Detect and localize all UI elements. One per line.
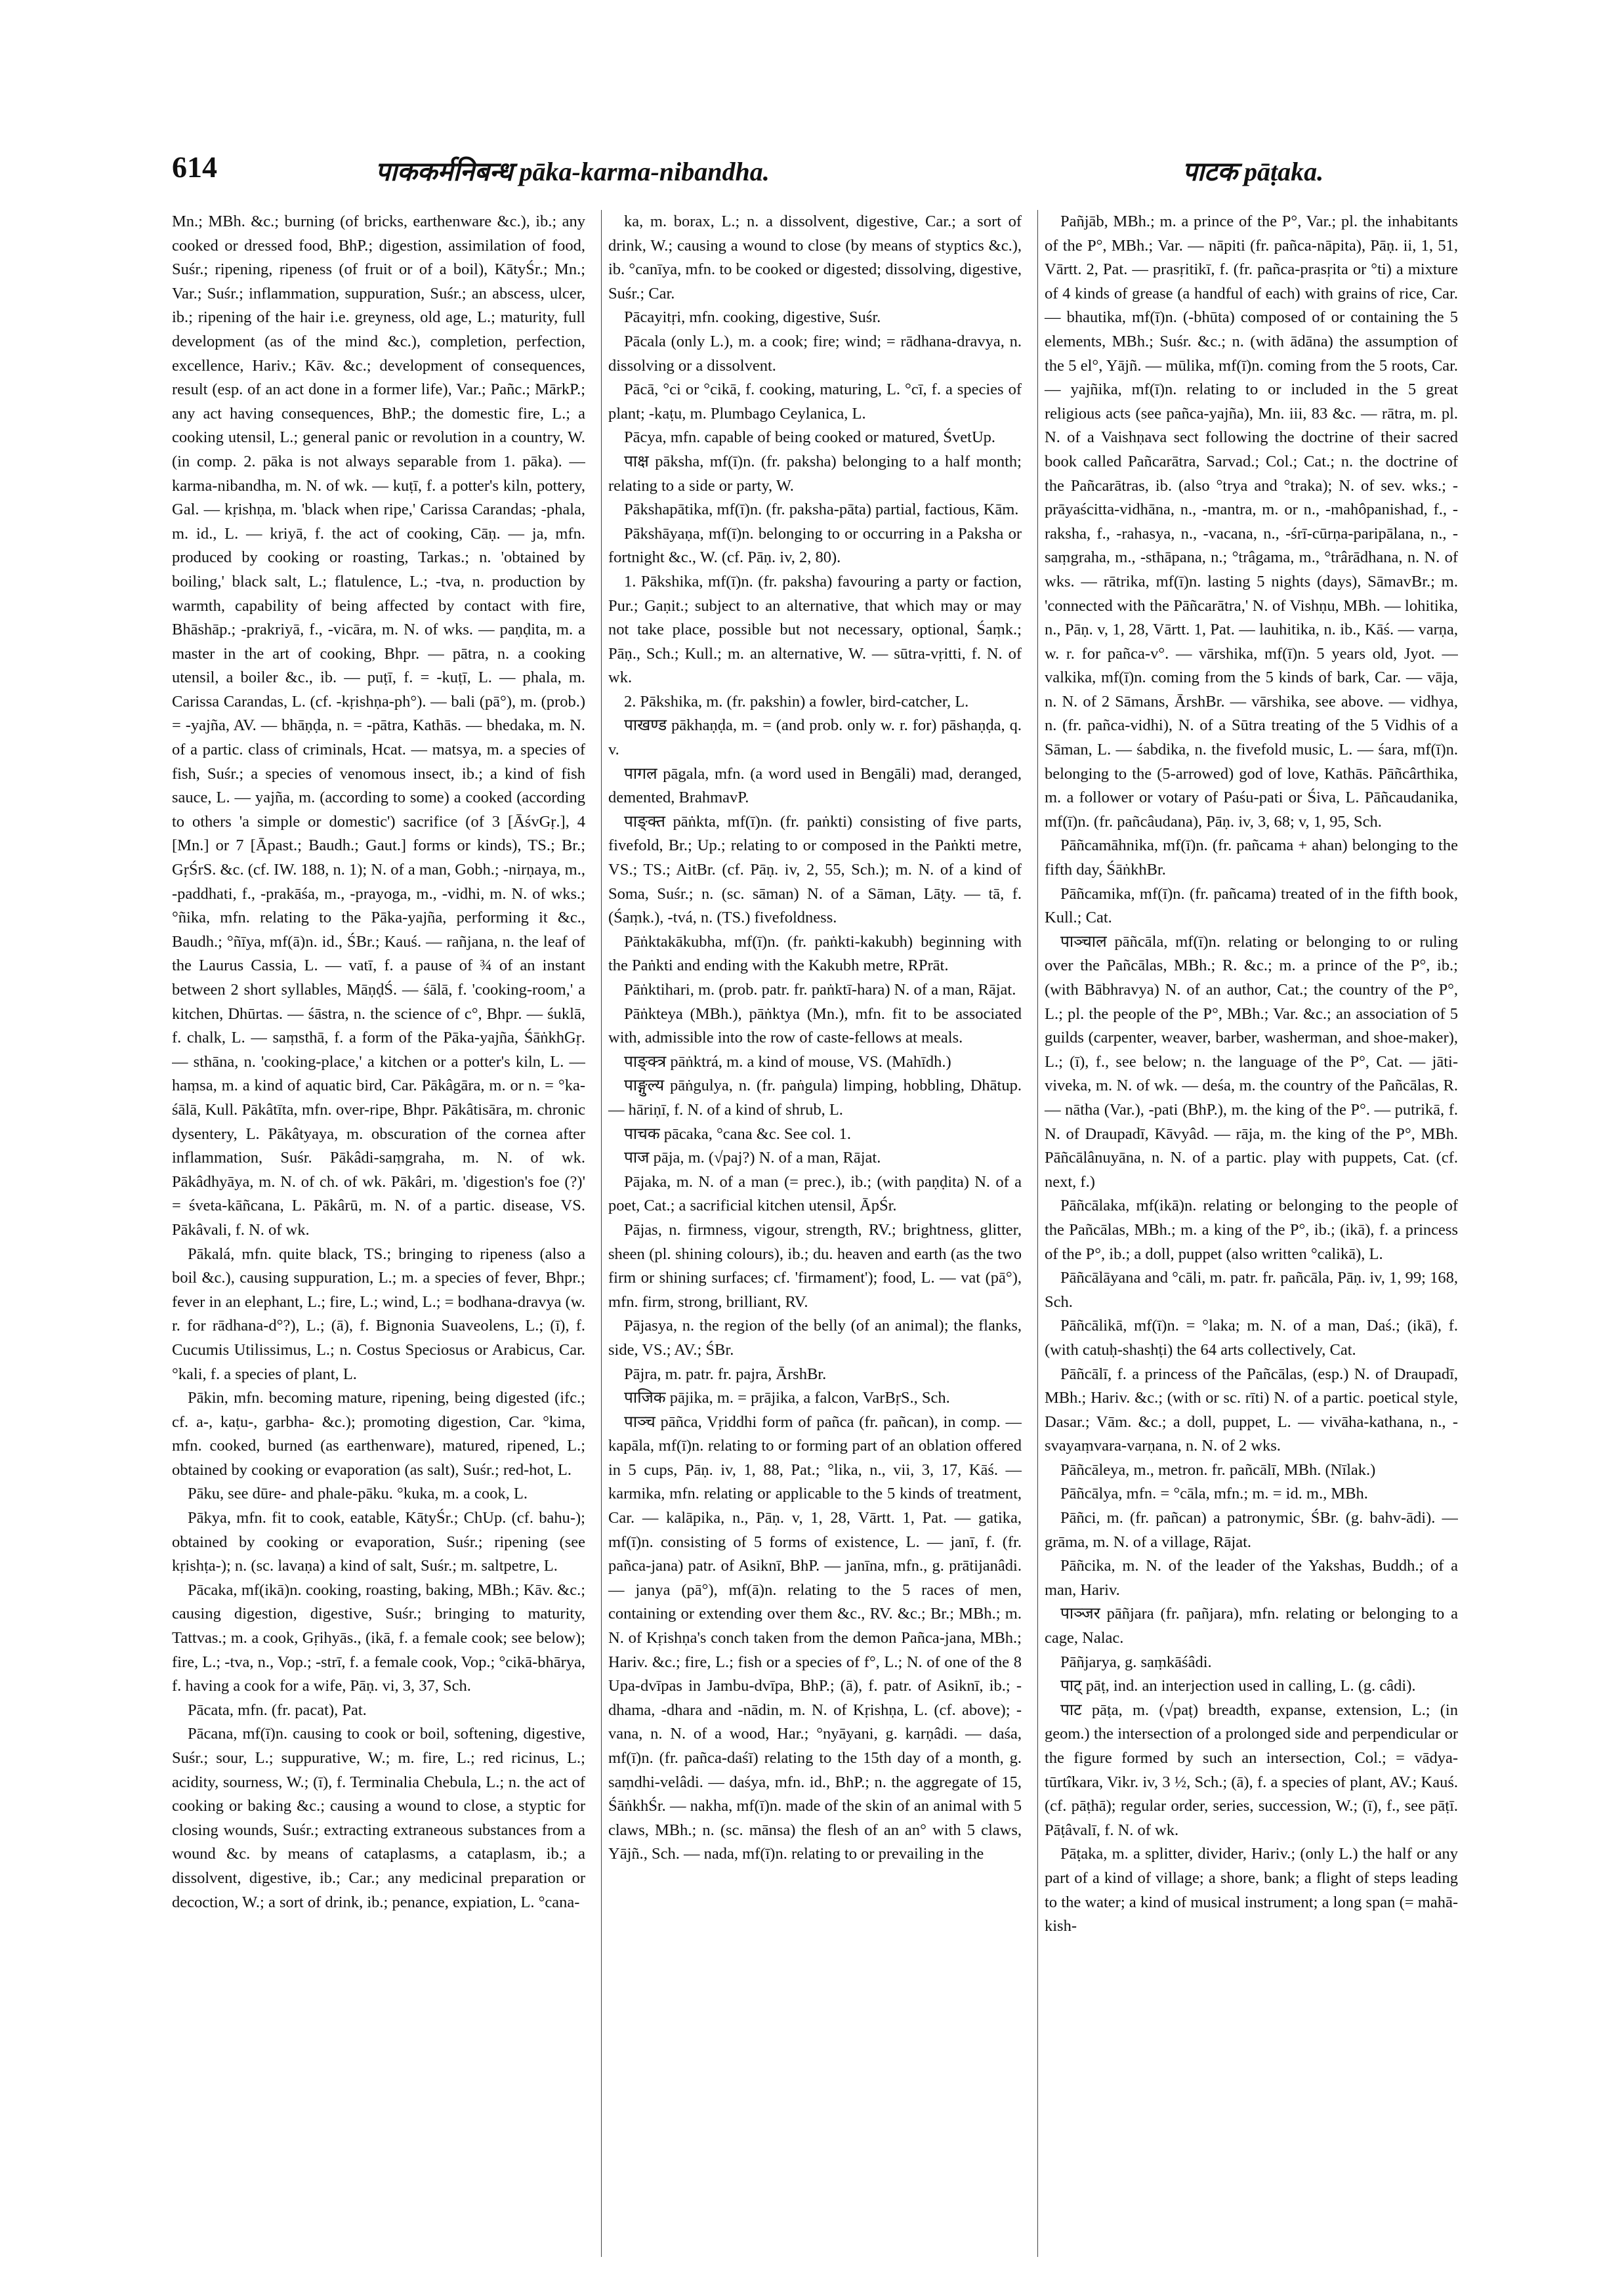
entry: पाङ्गुल्य pāṅgulya, n. (fr. paṅgula) limping, hobbling, Dhātup. — hāriṇī, f. N. of a kind of shrub, L. <box>608 1077 1022 1119</box>
column-1 <box>172 210 585 2257</box>
entry: Pācā, °ci or °cikā, f. cooking, maturing, L. °cī, f. a species of plant; -kaṭu, m. Plumbago Ceylanica, L. <box>608 381 1022 423</box>
entry: Pācayitṛi, mfn. cooking, digestive, Suśr. <box>624 308 881 327</box>
entry: Mn.; MBh. &c.; burning (of bricks, earthenware &c.), ib.; any cooked or dressed food, BhP.; digestion, assimilation of food, Suśr.; ripening, ripeness (of fruit or of a boil), KātyŚr.; Mn.; Var.; Suśr.; inflammation, suppuration, Suśr.; an abscess, ulcer, ib.; ripening of the hair i.e. greyness, old age, L.; maturity, full development (as of the mind &c.), completion, perfection, excellence, Hariv.; Kāv. &c.; development of consequences, result (esp. of an act done in a former life), Var.; Pañc.; MārkP.; any act having consequences, BhP.; the domestic fire, L.; a cooking utensil, L.; general panic or revolution in a country, W. (in comp. 2. pāka is not always separable from 1. pāka). — karma-nibandha, m. N. of wk. — kuṭī, f. a potter's kiln, pottery, Gal. — kṛishṇa, m. 'black when ripe,' Carissa Carandas; -phala, m. id., L. — kriyā, f. the act of cooking, Cāṇ. — ja, mfn. produced by cooking or roasting, Tarkas.; n. 'obtained by boiling,' black salt, L.; flatulence, L.; -tva, n. production by warmth, capability of being affected by contact with fire, Bhāshāp.; -prakriyā, f., -vicāra, m. N. of wks. — paṇḍita, m. a master in the art of cooking, Bhpr. — pātra, n. a cooking utensil, a boiler &c., ib. — puṭī, f. = -kuṭī, L. — phala, m. Carissa Carandas, L. (cf. -kṛishṇa-ph°). — bali (pā°), m. (prob.) = -yajña, AV. — bhāṇḍa, n. = -pātra, Kathās. — bhedaka, m. N. of a partic. class of criminals, Hcat. — matsya, m. a species of fish, Suśr.; a species of venomous insect, ib.; a kind of fish sauce, L. — yajña, m. (according to some) a cooked (according to others 'a simple or domestic') sacrifice (of 3 [ĀśvGṛ.], 4 [Mn.] or 7 [Āpast.; Baudh.; Gaut.] forms or kinds), TS.; Br.; GṛŚrS. &c. (cf. IW. 188, n. 1); N. of a man, Gobh.; -nirṇaya, m., -paddhati, f., -prakāśa, m., -prayoga, m., -vidhi, m. N. of wks.; °ñika, mfn. relating to the Pāka-yajña, performing it &c., Baudh.; °ñīya, mf(ā)n. id., ŚBr.; Kauś. — rañjana, n. the leaf of the Laurus Cassia, L. — vatī, f. a pause of ¾ of an instant between 2 short syllables, MāṇḍŚ. — śālā, f. 'cooking-room,' a kitchen, Dhūrtas. — śāstra, n. the science of c°, Bhpr. — śuklā, f. chalk, L. — saṃsthā, f. a form of the Pāka-yajña, ŚāṅkhGṛ. — sthāna, n. 'cooking-place,' a kitchen or a potter's kiln, L. — haṃsa, m. a kind of aquatic bird, Car. Pākâgāra, m. or n. = °ka-śālā, Kull. Pākâtīta, mfn. over-ripe, Bhpr. Pākâtisāra, m. chronic dysentery, L. Pākâtyaya, m. obscuration of the cornea after inflammation, Suśr. Pākâdi-saṃgraha, m. N. of wk. Pākâdhyāya, m. N. of ch. of wk. Pākâri, m. 'digestion's foe (?)' = śveta-kāñcana, L. Pākârū, m. N. of a partic. disease, VS. Pākâvali, f. N. of wk. <box>172 213 585 1239</box>
entry: पागल pāgala, mfn. (a word used in Bengāli) mad, deranged, demented, BrahmavP. <box>608 764 1022 807</box>
entry: Pāñcālya, mfn. = °cāla, mfn.; m. = id. m., MBh. <box>1060 1485 1368 1503</box>
entry: 1. Pākshika, mf(ī)n. (fr. paksha) favouring a party or faction, Pur.; Gaṇit.; subject to an alternative, that which may or may not take place, possible but not necessary, optional, Śaṃk.; Pāṇ., Sch.; Kull.; m. an alternative, W. — sūtra-vṛitti, f. N. of wk. <box>608 572 1022 687</box>
entry: पाट pāṭa, m. (√paṭ) breadth, expanse, extension, L.; (in geom.) the intersection of a prolonged side and perpendicular or the figure formed by such an intersection, Col.; = vādya-tūrtîkara, Vikr. iv, 3 ½, Sch.; (ā), f. a species of plant, AV.; Kauś. (cf. pāṭhā); regular order, series, succession, W.; (ī), f., see pāṭī. Pāṭâvalī, f. N. of wk. <box>1045 1701 1458 1839</box>
entry: Pāñcāleya, m., metron. fr. pañcālī, MBh. (Nīlak.) <box>1060 1460 1376 1479</box>
entry: पाञ्चाल pāñcāla, mf(ī)n. relating or belonging to or ruling over the Pañcālas, MBh.; R. &c.; m. a prince of the P°, ib.; (with Bābhravya) N. of an author, Cat.; the country of the P°, L.; pl. the people of the P°, MBh.; Var. &c.; an association of 5 guilds (carpenter, weaver, barber, washerman, and shoe-maker), L.; (ī), f., see below; n. the language of the P°, Cat. — jāti-viveka, m. N. of wk. — deśa, m. the country of the Pañcālas, R. — nātha (Var.), -pati (BhP.), m. the king of the P°. — putrikā, f. N. of Draupadī, Kāvyâd. — rāja, m. the king of the P°, MBh. Pāñcālânuyāna, n. N. of a partic. play with puppets, Cat. (cf. next, f.) <box>1045 932 1458 1191</box>
page-number: 614 <box>172 150 217 184</box>
entry: Pāku, see dūre- and phale-pāku. °kuka, m. a cook, L. <box>188 1485 528 1503</box>
entry: Pāñjarya, g. saṃkāśâdi. <box>1060 1653 1212 1671</box>
entry: Pācaka, mf(ikā)n. cooking, roasting, baking, MBh.; Kāv. &c.; causing digestion, digestive, Suśr.; bringing to maturity, Tattvas.; m. a cook, Gṛihyās., (ikā, f. a female cook; see below); fire, L.; -tva, n., Vop.; -strī, f. a female cook, Vop.; °cikā-bhārya, f. having a cook for a wife, Pāṇ. vi, 3, 37, Sch. <box>172 1581 585 1695</box>
entry: पाञ्च pāñca, Vṛiddhi form of pañca (fr. pañcan), in comp. — kapāla, mf(ī)n. relating to or forming part of an oblation offered in 5 cups, Pāṇ. iv, 1, 88, Pat.; °lika, n., vii, 3, 17, Kāś. — karmika, mfn. relating or applicable to the 5 kinds of treatment, Car. — kalāpika, n., Pāṇ. v, 1, 28, Vārtt. 1, Pat. — gatika, mf(ī)n. consisting of 5 forms of existence, L. — janī, f. (fr. pañca-jana) patr. of Asiknī, BhP. — janīna, mfn., g. prātijanâdi. — janya (pā°), mf(ā)n. relating to the 5 races of men, containing or extending over them &c., RV. &c.; Br.; MBh.; m. N. of Kṛishṇa's conch taken from the demon Pañca-jana, MBh.; Hariv. &c.; fire, L.; fish or a species of f°, L.; N. of one of the 8 Upa-dvīpas in Jambu-dvīpa, BhP.; (ā), f. patr. of Asiknī, ib.; -dhama, -dhara and -nādin, m. N. of Kṛishṇa, L. (cf. above); -vana, n. N. of a wood, Har.; °nyāyani, g. karṇâdi. — daśa, mf(ī)n. (fr. pañca-daśī) relating to the 15th day of a month, g. saṃdhi-velâdi. — daśya, mfn. id., BhP.; n. the aggregate of 15, ŚāṅkhŚr. — nakha, mf(ī)n. made of the skin of an animal with 5 claws, MBh.; n. (sc. mānsa) the flesh of an an° with 5 claws, Yājñ., Sch. — nada, mf(ī)n. relating to or prevailing in the <box>608 1413 1022 1863</box>
entry: पाञ्जर pāñjara (fr. pañjara), mfn. relating or belonging to a cage, Nalac. <box>1045 1605 1458 1647</box>
entry: Pājasya, n. the region of the belly (of an animal); the flanks, side, VS.; AV.; ŚBr. <box>608 1317 1022 1359</box>
entry: Pāṅkteya (MBh.), pāṅktya (Mn.), mfn. fit to be associated with, admissible into the row of caste-fellows at meals. <box>608 1004 1022 1047</box>
entry: पाजिक pājika, m. = prājika, a falcon, VarBṛS., Sch. <box>624 1389 950 1407</box>
entry: Pācala (only L.), m. a cook; fire; wind; = rādhana-dravya, n. dissolving or a dissolvent. <box>608 332 1022 375</box>
entry: पाज pāja, m. (√paj?) N. of a man, Rājat. <box>624 1149 881 1167</box>
entry: Pāṅktihari, m. (prob. patr. fr. paṅktī-hara) N. of a man, Rājat. <box>624 981 1016 999</box>
entry: Pācata, mfn. (fr. pacat), Pat. <box>188 1701 367 1719</box>
entry: Pācya, mfn. capable of being cooked or matured, ŚvetUp. <box>624 428 996 447</box>
entry: Pāṭaka, m. a splitter, divider, Hariv.; (only L.) the half or any part of a kind of village; a shore, bank; a flight of steps leading to the water; a kind of musical instrument; a long span (= mahā-kish- <box>1045 1845 1458 1935</box>
entry: Pāñcālī, f. a princess of the Pañcālas, (esp.) N. of Draupadī, MBh.; Hariv. &c.; (with or sc. rīti) N. of a partic. poetical style, Dasar.; Vām. &c.; a doll, puppet, L. — vivāha-kathana, n., -svayaṃvara-varṇana, n. N. of 2 wks. <box>1045 1365 1458 1455</box>
column-3 <box>1037 210 1458 2257</box>
entry: Pājra, m. patr. fr. pajra, ĀrshBr. <box>624 1365 827 1383</box>
entry: ka, m. borax, L.; n. a dissolvent, digestive, Car.; a sort of drink, W.; causing a wound to close (by means of styptics &c.), ib. °canīya, mfn. to be cooked or digested; dissolving, digestive, Suśr.; Car. <box>608 213 1022 302</box>
entry: पाङ्क्त pāṅkta, mf(ī)n. (fr. paṅkti) consisting of five parts, fivefold, Br.; Up.; relating to or composed in the Paṅkti metre, VS.; TS.; AitBr. (cf. Pāṇ. iv, 2, 55, Sch.); m. N. of a kind of Soma, Suśr.; n. (sc. sāman) N. of a Sāman, Lāṭy. — tā, f. (Śaṃk.), -tvá, n. (TS.) fivefoldness. <box>608 812 1022 927</box>
entry: 2. Pākshika, m. (fr. pakshin) a fowler, bird-catcher, L. <box>624 692 969 711</box>
entry: Pājaka, m. N. of a man (= prec.), ib.; (with paṇḍita) N. of a poet, Cat.; a sacrificial kitchen utensil, ĀpŚr. <box>608 1172 1022 1215</box>
entry: पाक्ष pāksha, mf(ī)n. (fr. paksha) belonging to a half month; relating to a side or party, W. <box>608 452 1022 495</box>
entry: Pācana, mf(ī)n. causing to cook or boil, softening, digestive, Suśr.; sour, L.; suppurative, W.; m. fire, L.; red ricinus, L.; acidity, sourness, W.; (ī), f. Terminalia Chebula, L.; n. the act of cooking or baking &c.; causing a wound to close, a styptic for closing wounds, Suśr.; extracting extraneous substances from a wound &c. by means of cataplasms, a cataplasm, ib.; a dissolvent, digestive, ib.; Car.; any medicinal preparation or decoction, W.; a sort of drink, ib.; penance, expiation, L. °cana- <box>172 1725 585 1911</box>
page-header <box>172 150 1452 196</box>
entry: Pāñcika, m. N. of the leader of the Yakshas, Buddh.; of a man, Hariv. <box>1045 1557 1458 1599</box>
entry: Pāñcamika, mf(ī)n. (fr. pañcama) treated of in the fifth book, Kull.; Cat. <box>1045 884 1458 927</box>
entry: Pākshapātika, mf(ī)n. (fr. paksha-pāta) partial, factious, Kām. <box>624 501 1019 519</box>
entry: पाट् pāṭ, ind. an interjection used in calling, L. (g. câdi). <box>1060 1677 1416 1695</box>
entry: Pāñcālikā, mf(ī)n. = °laka; m. N. of a man, Daś.; (ikā), f. (with catuḥ-shashṭi) the 64 arts collectively, Cat. <box>1045 1317 1458 1359</box>
entry: Pāñcamāhnika, mf(ī)n. (fr. pañcama + ahan) belonging to the fifth day, ŚāṅkhBr. <box>1045 837 1458 879</box>
left-running-head: पाककर्मनिबन्ध pāka-karma-nibandha. <box>375 157 770 186</box>
entry: Pākshāyaṇa, mf(ī)n. belonging to or occurring in a Paksha or fortnight &c., W. (cf. Pāṇ. iv, 2, 80). <box>608 524 1022 567</box>
entry: Pākalá, mfn. quite black, TS.; bringing to ripeness (also a boil &c.), causing suppuration, L.; m. a species of fever, Bhpr.; fever in an elephant, L.; fire, L.; wind, L.; = bodhana-dravya (w. r. for rādhana-d°?), L.; (ā), f. Bignonia Suaveolens, L.; (ī), f. Cucumis Utilissimus, L.; n. Costus Speciosus or Arabicus, Car. °kali, f. a species of plant, L. <box>172 1245 585 1383</box>
entry: Pañjāb, MBh.; m. a prince of the P°, Var.; pl. the inhabitants of the P°, MBh.; Var. — nāpiti (fr. pañca-nāpita), Pāṇ. ii, 1, 51, Vārtt. 2, Pat. — prasṛitikī, f. (fr. pañca-prasṛita or °ti) a mixture of 4 kinds of grease (a handful of each) with grains of rice, Car. — bhautika, mf(ī)n. (-bhūta) composed of or containing the 5 elements, MBh.; Suśr. &c.; n. (with ādāna) the assumption of the 5 el°, Yājñ. — mūlika, mf(ī)n. coming from the 5 roots, Car. — yajñika, mf(ī)n. relating to or included in the 5 great religious acts (see pañca-yajña), Mn. iii, 83 &c. — rātra, m. pl. N. of a Vaishṇava sect following the doctrine of their sacred book called Pañcarātra, Sarvad.; Col.; Cat.; n. the doctrine of the Pañcarātras, ib. (also °trya and °traka); N. of sev. wks.; -prāyaścitta-vidhāna, n., -mantra, m. or n., -mahôpanishad, f., -raksha, f., -rahasya, n., -vacana, n., -śrī-cūrṇa-paripālana, n., -saṃgraha, m., -sthāpana, n.; °trâgama, m., °trârādhana, n. N. of wks. — rātrika, mf(ī)n. lasting 5 nights (days), SāmavBr.; m. 'connected with the Pāñcarātra,' N. of Vishṇu, MBh. — lohitika, n., Pāṇ. v, 1, 28, Vārtt. 1, Pat. — lauhitika, n. ib., Kāś. — varṇa, w. r. for pañca-v°. — vārshika, mf(ī)n. 5 years old, Jyot. — valkika, mf(ī)n. coming from the 5 kinds of bark, Car. — vāja, n. N. of 2 Sāmans, ĀrshBr. — vārshika, see above. — vidhya, n. (fr. pañca-vidhi), N. of a Sūtra treating of the 5 Vidhis of a Sāman, L. — śabdika, n. the fivefold music, L. — śara, mf(ī)n. belonging to the (5-arrowed) god of love, Kathās. Pāñcârthika, m. a follower or votary of Paśu-pati or Śiva, L. Pāñcaudanika, mf(ī)n. (fr. pañcâudana), Pāṇ. iv, 3, 68; v, 1, 95, Sch. <box>1045 213 1458 831</box>
entry: Pākya, mfn. fit to cook, eatable, KātyŚr.; ChUp. (cf. bahu-); obtained by cooking or evaporation, Suśr.; ripening (see kṛishṭa-); n. (sc. lavaṇa) a kind of salt, Suśr.; m. saltpetre, L. <box>172 1509 585 1575</box>
entry: पाखण्ड pākhaṇḍa, m. = (and prob. only w. r. for) pāshaṇḍa, q. v. <box>608 716 1022 759</box>
entry: Pājas, n. firmness, vigour, strength, RV.; brightness, glitter, sheen (pl. shining colours), ib.; du. heaven and earth (as the two firm or shining surfaces; cf. 'firmament'); food, L. — vat (pā°), mfn. firm, strong, brilliant, RV. <box>608 1220 1022 1311</box>
right-running-head: पाटक pāṭaka. <box>1182 157 1324 186</box>
entry: पाचक pācaka, °cana &c. See col. 1. <box>624 1125 852 1143</box>
column-2 <box>601 210 1022 2257</box>
entry: पाङ्क्त्र pāṅktrá, m. a kind of mouse, VS. (Mahīdh.) <box>624 1052 951 1071</box>
entry: Pāñcālāyana and °cāli, m. patr. fr. pañcāla, Pāṇ. iv, 1, 99; 168, Sch. <box>1045 1269 1458 1311</box>
entry: Pāṅktakākubha, mf(ī)n. (fr. paṅkti-kakubh) beginning with the Paṅkti and ending with the Kakubh metre, RPrāt. <box>608 932 1022 975</box>
entry: Pākin, mfn. becoming mature, ripening, being digested (ifc.; cf. a-, kaṭu-, garbha- &c.); promoting digestion, Car. °kima, mfn. cooked, burned (as earthenware), matured, ripened, L.; obtained by cooking or evaporation (as salt), Suśr.; red-hot, L. <box>172 1389 585 1479</box>
text-columns <box>172 210 1458 2257</box>
entry: Pāñci, m. (fr. pañcan) a patronymic, ŚBr. (g. bahv-ādi). — grāma, m. N. of a village, Rājat. <box>1045 1509 1458 1551</box>
entry: Pāñcālaka, mf(ikā)n. relating or belonging to the people of the Pañcālas, MBh.; m. a king of the P°, ib.; (ikā), f. a princess of the P°, ib.; a doll, puppet (also written °calikā), L. <box>1045 1197 1458 1263</box>
